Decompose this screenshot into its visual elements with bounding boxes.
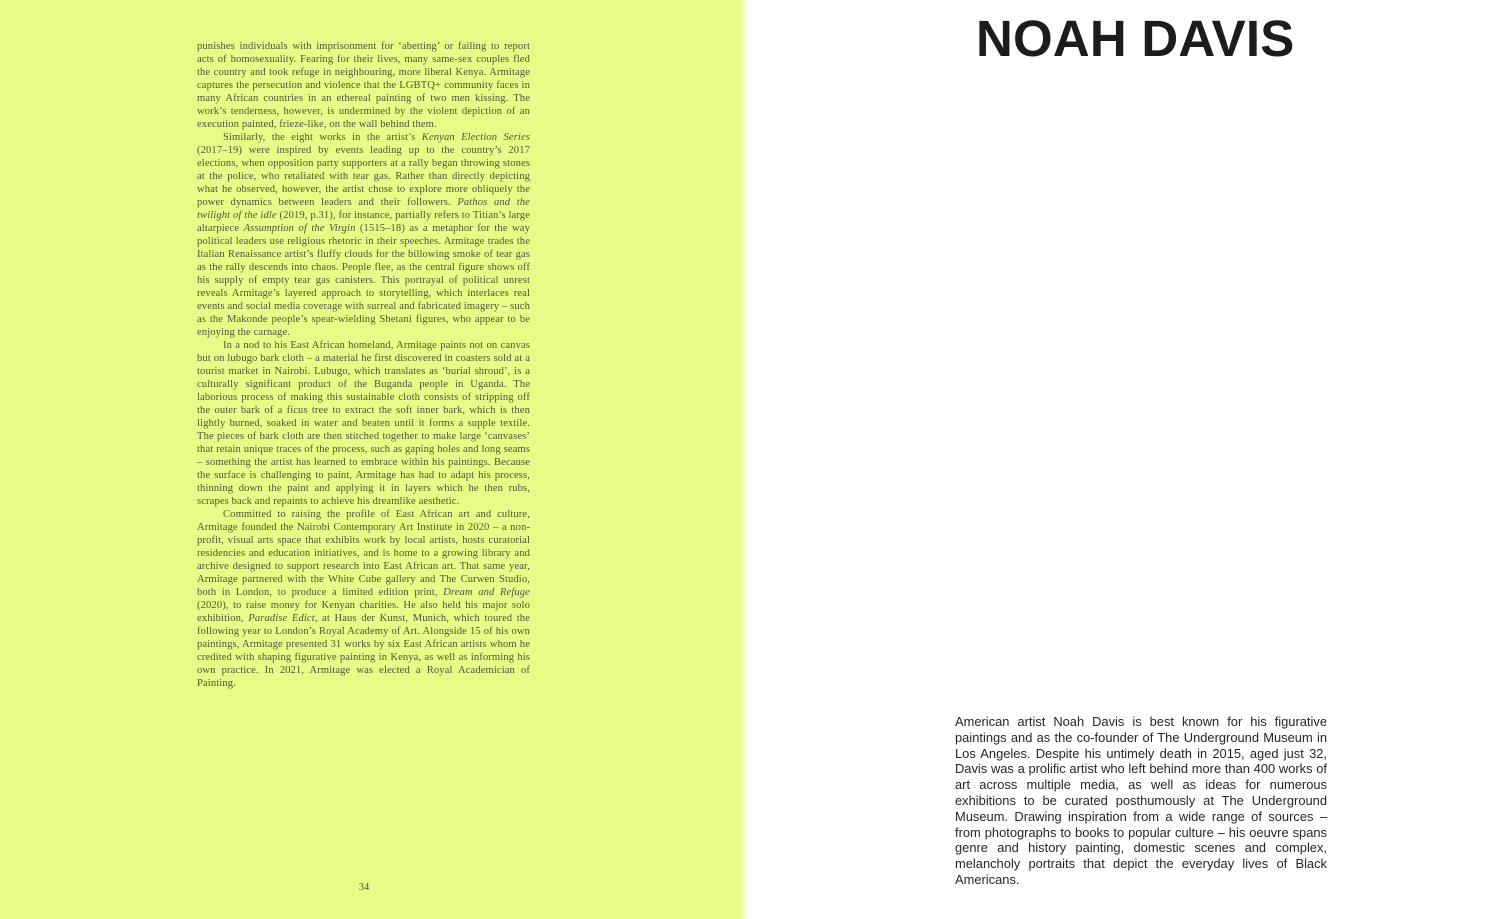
- essay-text-column: [197, 40, 530, 690]
- artist-name-title: NOAH DAVIS: [976, 10, 1295, 67]
- essay-paragraph: punishes individuals with imprisonment for ‘abetting’ or failing to report acts of homosexuality. Fearing for their lives, many same-sex couples fled the country and took refuge in neighbouring, more liberal Kenya. Armitage captures the persecution and violence that the LGBTQ+ community faces in many African countries in an ethereal painting of two men kissing. The work’s tenderness, however, is undermined by the violent depiction of an execution painted, frieze-like, on the wall behind them.: [197, 41, 530, 130]
- right-page: [748, 0, 1500, 919]
- page-number: 34: [358, 882, 370, 893]
- essay-paragraph: Similarly, the eight works in the artist’s Kenyan Election Series (2017–19) were inspired by events leading up to the country’s 2017 elections, when opposition party supporters at a rally began throwing stones at the police, who retaliated with tear gas. Rather than directly depicting what he observed, however, the artist chose to explore more obliquely the power dynamics between leaders and their followers. Pathos and the twilight of the idle (2019, p.31), for instance, partially refers to Titian’s large altarpiece Assumption of the Virgin (1515–18) as a metaphor for the way political leaders use religious rhetoric in their speeches. Armitage trades the Italian Renaissance artist’s fluffy clouds for the billowing smoke of tear gas as the rally descends into chaos. People flee, as the central figure shows off his supply of empty tear gas canisters. This portrayal of political unrest reveals Armitage’s layered approach to storytelling, which interlaces real events and social media coverage with surreal and fabricated imagery – such as the Makonde people’s spear-wielding Shetani figures, who appear to be enjoying the carnage.: [197, 132, 530, 338]
- left-page: [0, 0, 748, 919]
- essay-paragraph: Committed to raising the profile of East African art and culture, Armitage founded the Nairobi Contemporary Art Institute in 2020 – a non-profit, visual arts space that exhibits work by local artists, hosts curatorial residencies and education initiatives, and is home to a growing library and archive designed to support research into East African art. That same year, Armitage partnered with the White Cube gallery and The Curwen Studio, both in London, to produce a limited edition print, Dream and Refuge (2020), to raise money for Kenyan charities. He also held his major solo exhibition, Paradise Edict, at Haus der Kunst, Munich, which toured the following year to London’s Royal Academy of Art. Alongside 15 of his own paintings, Armitage presented 31 works by six East African artists whom he credited with shaping figurative painting in Kenya, as well as informing his own practice. In 2021, Armitage was elected a Royal Academician of Painting.: [197, 509, 530, 689]
- essay-paragraph: In a nod to his East African homeland, Armitage paints not on canvas but on lubugo bark cloth – a material he first discovered in coasters sold at a tourist market in Nairobi. Lubugo, which translates as ‘burial shroud’, is a culturally significant product of the Buganda people in Uganda. The laborious process of making this sustainable cloth consists of stripping off the outer bark of a ficus tree to extract the soft inner bark, which is then lightly burned, soaked in water and beaten until it forms a supple textile. The pieces of bark cloth are then stitched together to make large ‘canvases’ that retain unique traces of the process, such as gaping holes and long seams – something the artist has learned to embrace within his paintings. Because the surface is challenging to paint, Armitage has had to adapt his process, thinning down the paint and applying it in layers which he then rubs, scrapes back and repaints to achieve his dreamlike aesthetic.: [197, 340, 530, 507]
- artist-intro-paragraph: American artist Noah Davis is best known for his figurative paintings and as the co-founder of The Underground Museum in Los Angeles. Despite his untimely death in 2015, aged just 32, Davis was a prolific artist who left behind more than 400 works of art across multiple media, as well as ideas for numerous exhibitions to be curated posthumously at The Underground Museum. Drawing inspiration from a wide range of sources – from photographs to books to popular culture – his oeuvre spans genre and history painting, domestic scenes and complex, melancholy portraits that depict the everyday lives of Black Americans.: [955, 714, 1327, 887]
